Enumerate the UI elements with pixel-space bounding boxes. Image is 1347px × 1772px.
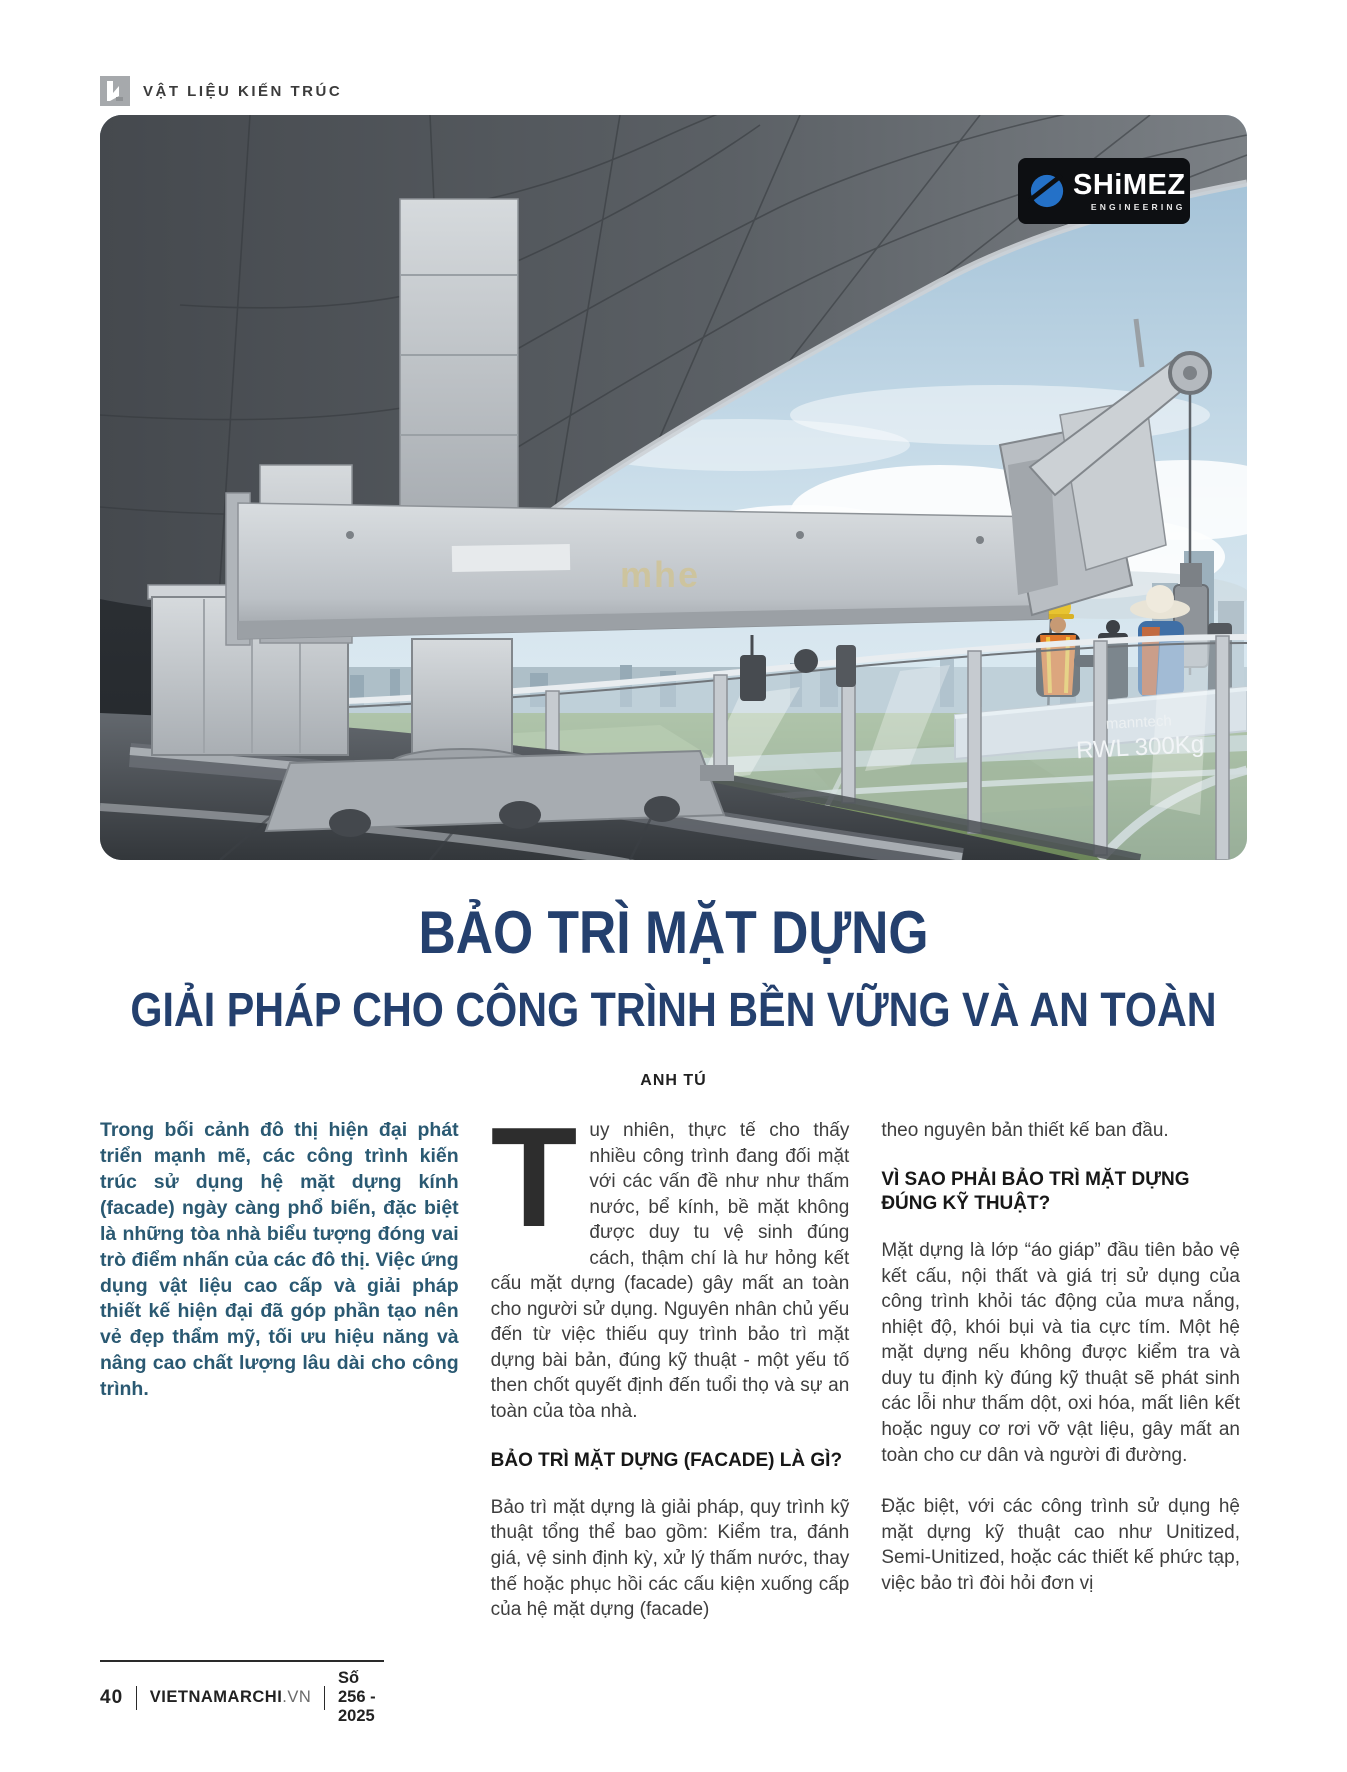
shimez-name: SHiMEZ	[1073, 168, 1186, 201]
intro-column	[100, 1118, 459, 1623]
column3-paragraph-3: Đặc biệt, với các công trình sử dụng hệ mặt dựng kỹ thuật cao như Unitized, Semi-Unitized, hoặc các thiết kế phức tạp, việc bảo trì đòi hỏi đơn vị	[881, 1496, 1240, 1594]
column3-paragraph-1: theo nguyên bản thiết kế ban đầu.	[881, 1120, 1169, 1141]
article-title-line1-text: BẢO TRÌ MẶT DỰNG	[418, 899, 929, 966]
author-byline: ANH TÚ	[640, 1072, 707, 1089]
svg-text:RWL 300Kg: RWL 300Kg	[1075, 730, 1205, 765]
dropcap: T	[490, 1098, 578, 1257]
svg-text:manntech: manntech	[1105, 712, 1173, 733]
footer-site	[150, 1688, 312, 1707]
bmu-mast	[400, 199, 518, 511]
footer-site-name: VIETNAMARCHI	[149, 1688, 283, 1706]
column3-paragraph-2: Mặt dựng là lớp “áo giáp” đầu tiên bảo vệ kết cấu, nội thất và giá trị sử dụng của công trình khỏi tác động của mưa nắng, nhiệt độ, khói bụi và tia cực tím. Một hệ mặt dựng nếu không được kiểm tra và duy tu định kỳ đúng kỹ thuật sẽ phát sinh các lỗi như thấm dột, oxi hóa, mất liên kết hoặc nguy cơ rơi vỡ vật liệu, gây mất an toàn cho cư dân và người đi đường.	[881, 1240, 1240, 1466]
vietnamarchi-logo-icon	[100, 76, 130, 106]
column2-paragraph-1-text: uy nhiên, thực tế cho thấy nhiều công trình đang đối mặt với các vấn đề như như thấm nước, bể kính, bề mặt không được duy tu vệ sinh đúng cách, thậm chí là hư hỏng kết cấu mặt dựng (facade) gây mất an toàn cho người sử dụng. Nguyên nhân chủ yếu đến từ việc thiếu quy trình bảo trì mặt dựng bài bản, đúng kỹ thuật - một yếu tố then chốt quyết định đến tuổi thọ và sự an toàn của tòa nhà.	[490, 1120, 850, 1423]
shimez-mark-icon	[1028, 172, 1066, 210]
rooftop-bmu-crane-illustration	[100, 115, 1247, 860]
footer-divider-2	[324, 1686, 325, 1710]
shimez-subtitle: ENGINEERING	[1090, 201, 1186, 212]
hero-photo	[100, 115, 1247, 860]
article-title-line1	[0, 898, 1347, 967]
section-label: VẬT LIỆU KIẾN TRÚC	[143, 82, 343, 100]
mhe-logo-text: mhe	[619, 554, 701, 595]
page-footer	[100, 1660, 384, 1726]
crane-boom	[226, 493, 1048, 645]
article-title-line2-text: GIẢI PHÁP CHO CÔNG TRÌNH BỀN VỮNG VÀ AN TOÀN	[130, 984, 1217, 1037]
footer-issue: Số 256 - 2025	[337, 1669, 376, 1725]
shimez-logo	[1018, 158, 1190, 224]
article-body	[100, 1098, 1240, 1623]
subheading-facade-la-gi: BẢO TRÌ MẶT DỰNG (FACADE) LÀ GÌ?	[490, 1449, 843, 1471]
page-number: 40	[100, 1686, 124, 1708]
right-column	[881, 1118, 1240, 1623]
subheading-vi-sao-bao-tri: VÌ SAO PHẢI BẢO TRÌ MẶT DỰNG ĐÚNG KỸ THUẬT?	[881, 1168, 1190, 1214]
footer-site-tld: .VN	[282, 1688, 312, 1706]
footer-divider	[136, 1686, 137, 1710]
intro-paragraph: Trong bối cảnh đô thị hiện đại phát triển mạnh mẽ, các công trình kiến trúc sử dụng hệ mặt dựng kính (facade) ngày càng phổ biến, đặc biệt là những tòa nhà biểu tượng đóng vai trò điểm nhấn của các đô thị. Việc ứng dụng vật liệu cao cấp và giải pháp thiết kế hiện đại đã góp phần tạo nên vẻ đẹp thẩm mỹ, tối ưu hiệu năng và nâng cao chất lượng lâu dài cho công trình.	[100, 1119, 459, 1401]
middle-column	[490, 1098, 850, 1623]
article-title-line2	[0, 983, 1347, 1038]
column2-paragraph-2: Bảo trì mặt dựng là giải pháp, quy trình kỹ thuật tổng thể bao gồm: Kiểm tra, đánh giá, vệ sinh định kỳ, xử lý thấm nước, thay thế hoặc phục hồi các cấu kiện xuống cấp của hệ mặt dựng (facade)	[490, 1496, 850, 1621]
column2-paragraph-1	[490, 1098, 850, 1425]
page-header	[100, 76, 342, 106]
